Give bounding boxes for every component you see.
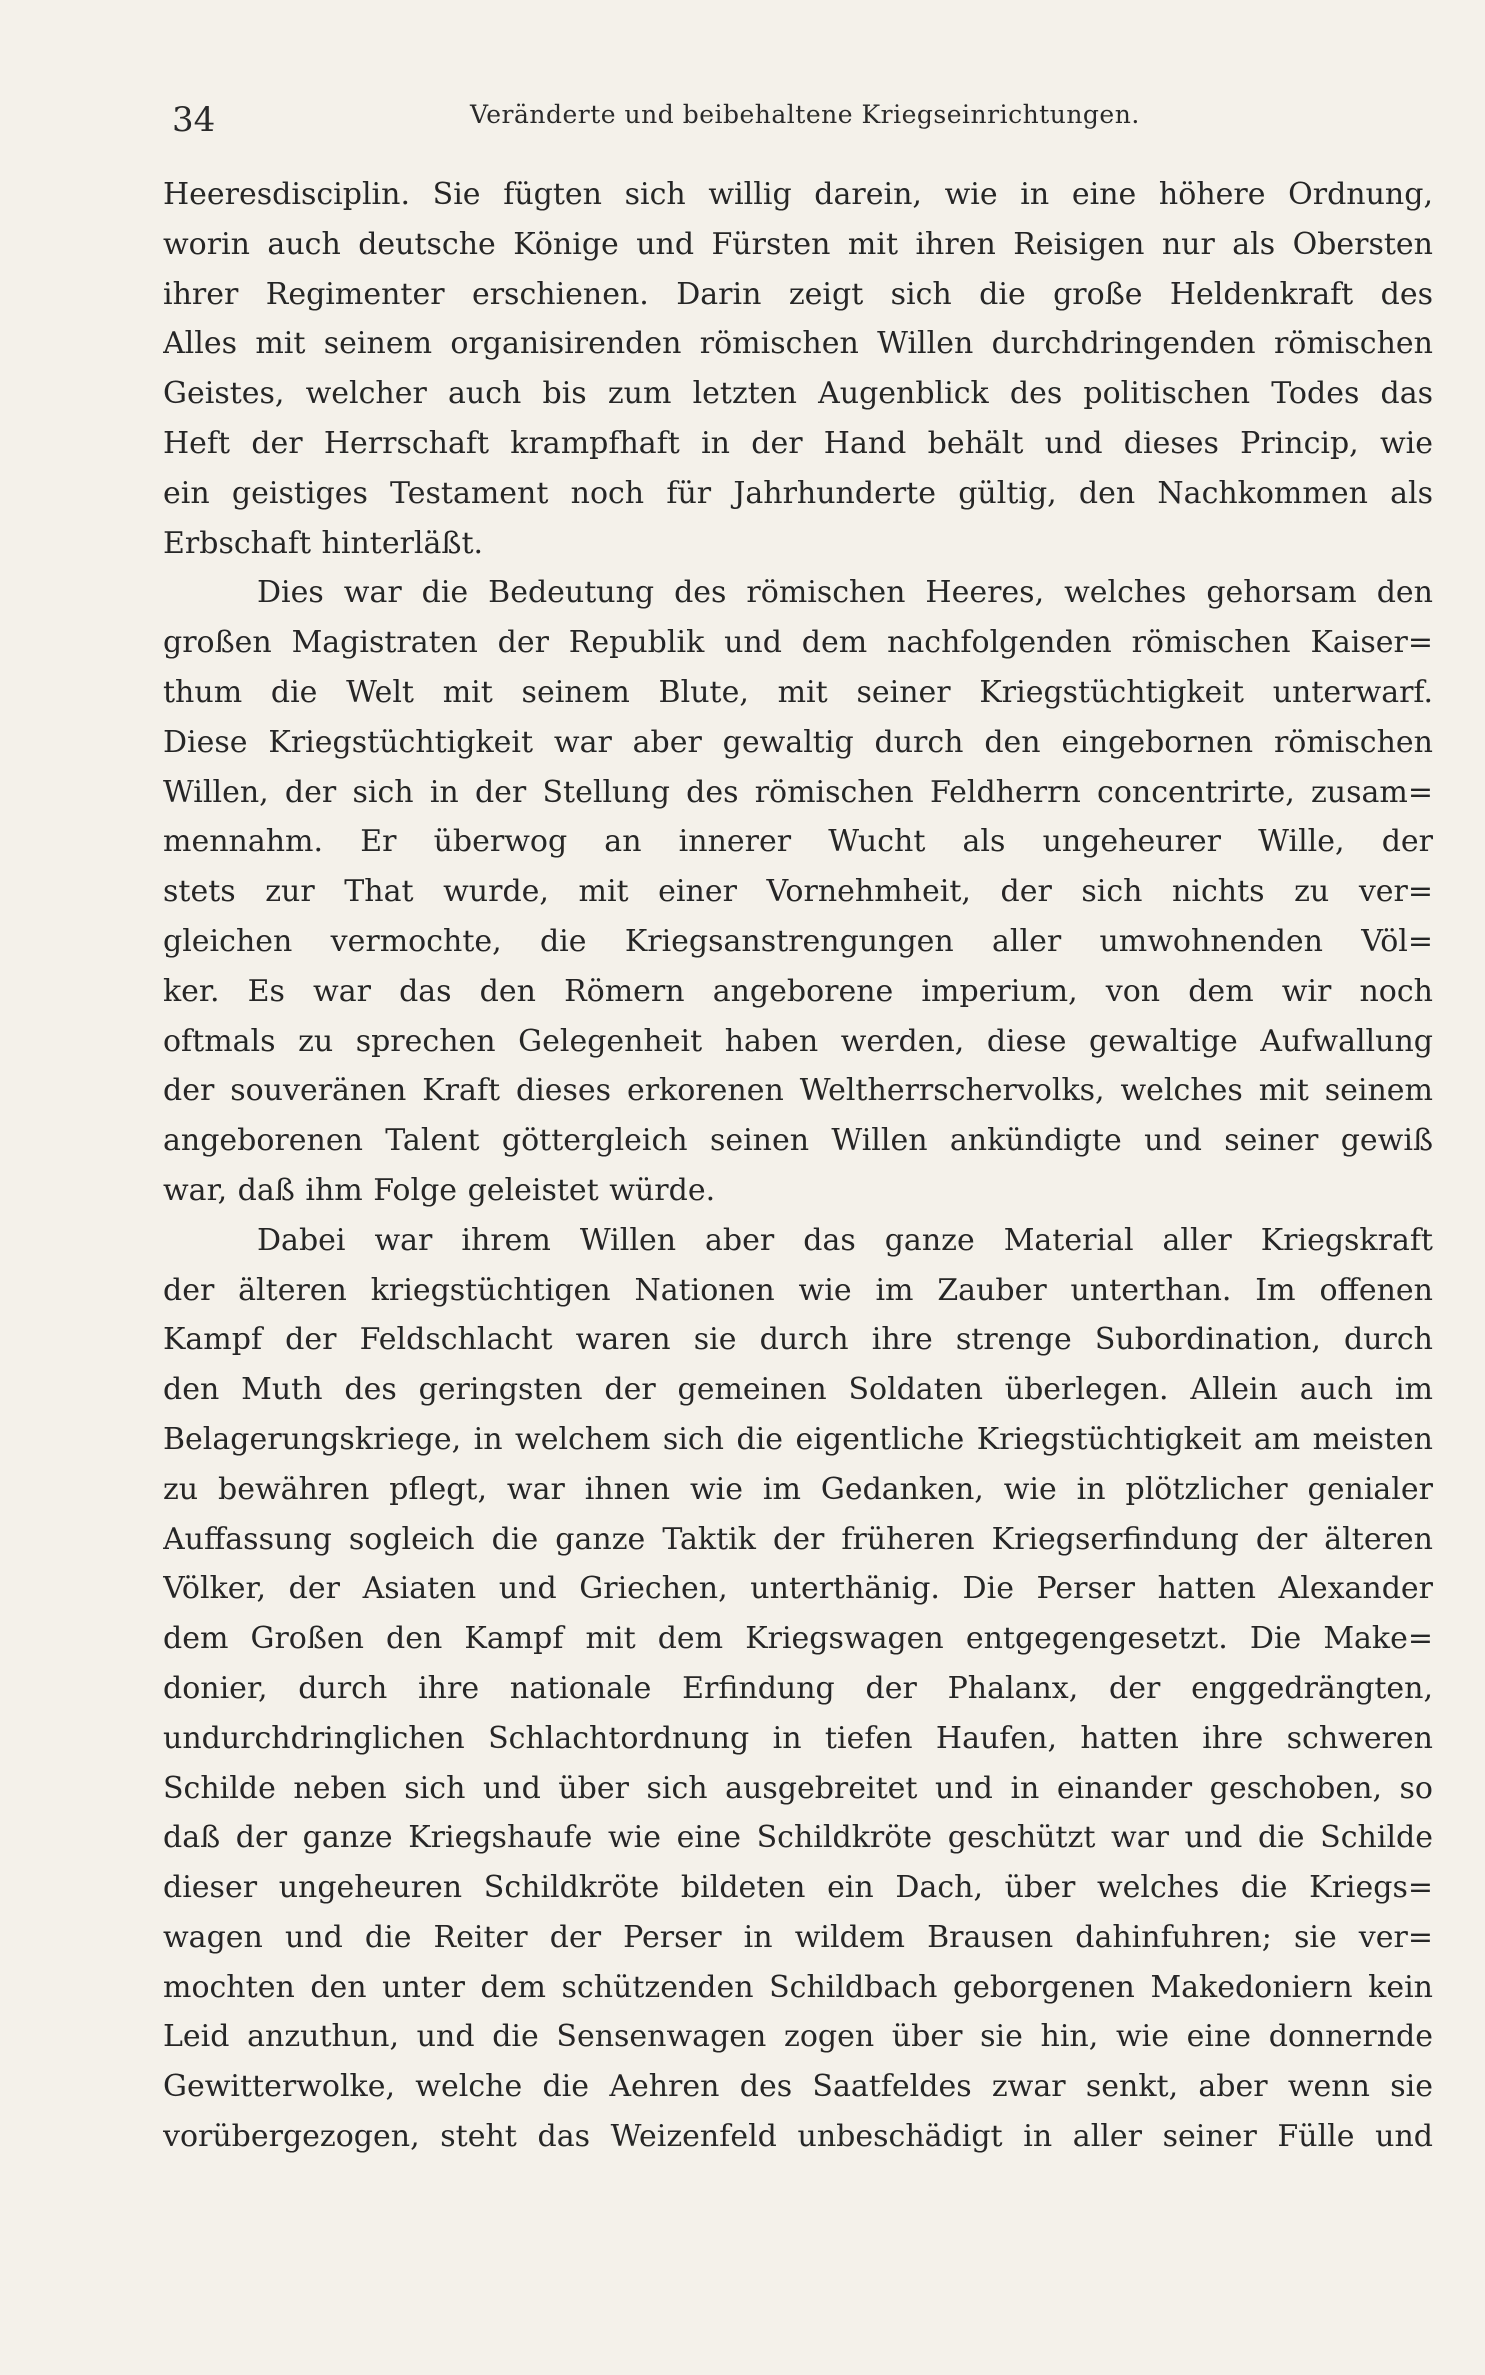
text-line: der älteren kriegstüchtigen Nationen wie im Zauber unterthan. Im offenen — [163, 1272, 1433, 1308]
text-line: Leid anzuthun, und die Sensenwagen zogen über sie hin, wie eine donnernde — [163, 2019, 1433, 2055]
text-line: zu bewähren pflegt, war ihnen wie im Gedanken, wie in plötzlicher genialer — [163, 1471, 1433, 1507]
text-line: war, daß ihm Folge geleistet würde. — [163, 1172, 716, 1208]
paragraph-start-line: Dies war die Bedeutung des römischen Heeres, welches gehorsam den — [257, 575, 1433, 611]
text-line: Willen, der sich in der Stellung des römischen Feldherrn concentrirte, zusam= — [163, 774, 1433, 810]
text-line: Gewitterwolke, welche die Aehren des Saatfeldes zwar senkt, aber wenn sie — [163, 2069, 1433, 2105]
text-line: den Muth des geringsten der gemeinen Soldaten überlegen. Allein auch im — [163, 1372, 1433, 1408]
paragraph-start-line: Dabei war ihrem Willen aber das ganze Material aller Kriegskraft — [257, 1222, 1433, 1258]
text-line: Schilde neben sich und über sich ausgebreitet und in einander geschoben, so — [163, 1770, 1433, 1806]
text-line: der souveränen Kraft dieses erkorenen Weltherrschervolks, welches mit seinem — [163, 1073, 1433, 1109]
text-line: worin auch deutsche Könige und Fürsten mit ihren Reisigen nur als Obersten — [163, 226, 1433, 262]
text-line: Kampf der Feldschlacht waren sie durch ihre strenge Subordination, durch — [163, 1322, 1433, 1358]
text-line: stets zur That wurde, mit einer Vornehmheit, der sich nichts zu ver= — [163, 874, 1433, 910]
text-line: undurchdringlichen Schlachtordnung in tiefen Haufen, hatten ihre schweren — [163, 1720, 1433, 1756]
running-title: Veränderte und beibehaltene Kriegseinrichtungen. — [470, 100, 1140, 129]
text-line: donier, durch ihre nationale Erfindung der Phalanx, der enggedrängten, — [163, 1670, 1433, 1706]
text-line: Heft der Herrschaft krampfhaft in der Hand behält und dieses Princip, wie — [163, 425, 1433, 461]
text-line: Belagerungskriege, in welchem sich die eigentliche Kriegstüchtigkeit am meisten — [163, 1421, 1433, 1457]
text-line: angeborenen Talent göttergleich seinen Willen ankündigte und seiner gewiß — [163, 1123, 1433, 1159]
text-line: Geistes, welcher auch bis zum letzten Augenblick des politischen Todes das — [163, 376, 1433, 412]
text-line: ihrer Regimenter erschienen. Darin zeigt sich die große Heldenkraft des — [163, 276, 1433, 312]
text-line: ker. Es war das den Römern angeborene imperium, von dem wir noch — [163, 973, 1433, 1009]
text-line: mennahm. Er überwog an innerer Wucht als ungeheurer Wille, der — [163, 824, 1433, 860]
text-line: daß der ganze Kriegshaufe wie eine Schildkröte geschützt war und die Schilde — [163, 1820, 1433, 1856]
text-line: Erbschaft hinterläßt. — [163, 525, 484, 561]
text-line: thum die Welt mit seinem Blute, mit seiner Kriegstüchtigkeit unterwarf. — [163, 674, 1433, 710]
text-line: gleichen vermochte, die Kriegsanstrengungen aller umwohnenden Völ= — [163, 923, 1433, 959]
text-line: dieser ungeheuren Schildkröte bildeten ein Dach, über welches die Kriegs= — [163, 1870, 1433, 1906]
text-line: mochten den unter dem schützenden Schildbach geborgenen Makedoniern kein — [163, 1969, 1433, 2005]
page-header — [172, 100, 1442, 150]
text-line: ein geistiges Testament noch für Jahrhunderte gültig, den Nachkommen als — [163, 475, 1433, 511]
text-line: großen Magistraten der Republik und dem nachfolgenden römischen Kaiser= — [163, 625, 1433, 661]
text-line: Heeresdisciplin. Sie fügten sich willig darein, wie in eine höhere Ordnung, — [163, 177, 1433, 212]
text-line: dem Großen den Kampf mit dem Kriegswagen entgegengesetzt. Die Make= — [163, 1621, 1433, 1657]
text-line: wagen und die Reiter der Perser in wildem Brausen dahinfuhren; sie ver= — [163, 1919, 1433, 1955]
text-line: oftmals zu sprechen Gelegenheit haben werden, diese gewaltige Aufwallung — [163, 1023, 1433, 1059]
page-number: 34 — [172, 100, 216, 140]
text-line: Alles mit seinem organisirenden römischen Willen durchdringenden römischen — [163, 326, 1433, 362]
text-line: Auffassung sogleich die ganze Taktik der früheren Kriegserfindung der älteren — [163, 1521, 1433, 1557]
text-line: Diese Kriegstüchtigkeit war aber gewaltig durch den eingebornen römischen — [163, 724, 1433, 760]
body-text — [163, 170, 1433, 2162]
text-line: Völker, der Asiaten und Griechen, unterthänig. Die Perser hatten Alexander — [163, 1571, 1433, 1607]
text-line: vorübergezogen, steht das Weizenfeld unbeschädigt in aller seiner Fülle und — [163, 2119, 1433, 2155]
